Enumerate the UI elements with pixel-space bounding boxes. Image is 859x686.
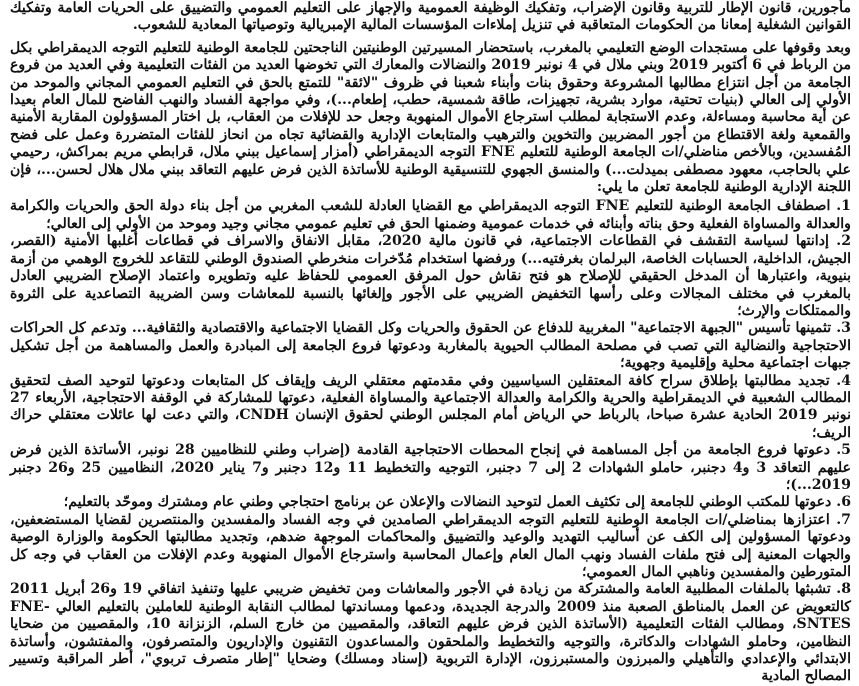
statement-item <box>10 512 851 582</box>
statement-item-number: 6. <box>836 494 851 511</box>
statement-item <box>10 320 851 372</box>
statement-item-number: 4. <box>836 372 851 389</box>
statement-list <box>10 198 851 685</box>
intro-paragraph: مأجورين، قانون الإطار للتربية وقانون الإضراب، وتفكيك الوظيفة العمومية والإجهاز على التعليم العمومي والتضييق على الحريات العامة وتفكيك القوانين الشغلية إمعانا من الحكومات المتعاقبة في تنزيل إملاءات المؤسسات المالية الإمبريالية وتوصياتها المعادية للشعوب. <box>10 0 851 34</box>
statement-item-number: 3. <box>836 320 851 337</box>
statement-item-number: 7. <box>836 511 851 528</box>
statement-item-text: اصطفاف الجامعة الوطنية للتعليم FNE التوجه الديمقراطي مع القضايا العادلة للشعب المغربي من أجل بناء دولة الحق والحريات والكرامة والعدالة والمساواة الفعلية وحق بناته وأبنائه في خدمات عمومية وضمنها الحق في تعليم عمومي مجاني وجيد وموحد من الأولي إلى العالي؛ <box>10 198 851 232</box>
statement-item-text: تشبثها بالملفات المطلبية العامة والمشتركة من زيادة في الأجور والمعاشات ومن تخفيض ضريبي عليها وتنفيذ اتفاقي 19 و26 أبريل 2011 كالتعويض عن العمل بالمناطق الصعبة منذ 2009 والدرجة الجديدة، ودعمها ومساندتها لمطالب النقابة الوطنية للعاملين بالتعليم العالي FNE-SNTES، ومطالب الفئات التعليمية (الأساتذة الذين فرض عليهم التعاقد، والمقصيين من خارج السلم، الزنزانة 10، والمقصيين من ضحايا النظامين، وحاملو الشهادات والدكاترة، والتوجيه والتخطيط والملحقون والمساعدون التقنيون والإداريون والمتصرفون، والمفتشون، وأساتذة الابتدائي والإعدادي والتأهيلي والمبرزون والمستبرزون، الإدارة التربوية (إسناد ومسلك) وضحايا "إطار متصرف تربوي"، أطر المراقبة وتسيير المصالح المادية <box>10 581 851 685</box>
statement-item-number: 5. <box>836 442 851 459</box>
statement-item <box>10 198 851 233</box>
statement-item-number: 8. <box>836 581 851 598</box>
statement-item <box>10 233 851 320</box>
statement-item-text: دعوتها فروع الجامعة من أجل المساهمة في إنجاح المحطات الاحتجاجية القادمة (إضراب وطني للنظاميين 28 نونبر، الأساتذة الذين فرض عليهم التعاقد 3 و4 دجنبر، حاملو الشهادات 2 إلى 7 دجنبر، التوجيه والتخطيط 11 و12 دجنبر و7 يناير 2020، النظاميين 25 و26 دجنبر 2019...)؛ <box>10 442 851 493</box>
statement-item <box>10 373 851 443</box>
statement-item-number: 1. <box>836 198 851 215</box>
statement-item <box>10 442 851 494</box>
statement-item-text: تثمينها تأسيس "الجبهة الاجتماعية" المغربية للدفاع عن الحقوق والحريات وكل القضايا الاجتماعية والاقتصادية والثقافية... وتدعم كل الحراكات الاحتجاجية والنضالية التي تصب في مصلحة المطالب الحيوية بالمغاربة ودعوتها فروع الجامعة إلى المبادرة والعمل والمساهمة من أجل تشكيل جبهات اجتماعية محلية وإقليمية وجهوية؛ <box>10 320 851 372</box>
statement-item-text: اعتزازها بمناضلي/ات الجامعة الوطنية للتعليم التوجه الديمقراطي الصامدين في وجه الفساد والمفسدين والمنتصرين لقضايا المستضعفين، ودعوتها المسؤولين إلى الكف عن أساليب التهديد والوعيد والتضييق والمحاكمات الموجهة ضدهم، وتجديد مطالبتها الحكومة والوزارة الوصية والجهات المعنية إلى فتح ملفات الفساد ونهب المال العام وإعمال المحاسبة واسترجاع الأموال المنهوبة وعدم الإفلات من العقاب في وجه كل المتورطين والمفسدين وناهبي المال العمومي؛ <box>10 511 851 580</box>
statement-item-text: إدانتها لسياسة التقشف في القطاعات الاجتماعية، في قانون مالية 2020، مقابل الانفاق والاسراف في قطاعات أغلبها الأمنية (القصر، الجيش، الداخلية، الحسابات الخاصة، البرلمان بغرفتيه...) ورفضها استخدام مُدّخرات منخرطي الصندوق الوطني للتقاعد للخروج الوهمي من أزمة بنيوية، واعتبارها أن المدخل الحقيقي للإصلاح هو فتح نقاش حول المرفق العمومي للحفاظ عليه وتطويره واعتماد الإصلاح الضريبي العادل بالمغرب في مختلف المجالات وعلى رأسها التخفيض الضريبي على الأجور وإلغائها بالنسبة للمعاشات وسن الضريبة التصاعدية على الثروة والممتلكات والإرث؛ <box>10 233 851 319</box>
statement-item-text: دعوتها للمكتب الوطني للجامعة إلى تكثيف العمل لتوحيد النضالات والإعلان عن برنامج احتجاجي وطني عام ومشترك وموحّد بالتعليم؛ <box>63 494 832 511</box>
context-paragraph: وبعد وقوفها على مستجدات الوضع التعليمي بالمغرب، باستحضار المسيرتين الوطنيتين الناجحتين للجامعة الوطنية للتعليم التوجه الديمقراطي بكل من الرباط في 6 أكتوبر 2019 وبني ملال في 4 نونبر 2019 والنضالات والمعارك التي تخوضها العديد من الفئات التعليمية وفي العديد من فروع الجامعة من أجل انتزاع مطالبها المشروعة وحقوق بنات وأبناء شعبنا في ظروف "لائقة" للتمتع بالحق في التعليم العمومي المجاني والموحد من الأولي إلى العالي (بنيات تحتية، موارد بشرية، تجهيزات، طاقة شمسية، حطب، إطعام...)، وفي مواجهة الفساد والنهب الفاضح للمال العام بعيدا عن أية محاسبة ومساءلة، وعدم الاستجابة لمطلب استرجاع الأموال المنهوبة وجعل حد للإفلات من العقاب، بل اختار المسؤولون المقاربة الأمنية والقمعية ولغة الاقتطاع من أجور المضربين والتخوين والترهيب والمتابعات الإدارية والقضائية تجاه من انحاز للفئات المتضررة وعمل على فضح المُفسدين، وبالأخص مناضلي/ات الجامعة الوطنية للتعليم FNE التوجه الديمقراطي (أمزار إسماعيل ببني ملال، قرابطي مريم بمراكش، رحيمي علي بالحاجب، معهود مصطفى بميدلت...) والمنسق الجهوي للتنسيقية الوطنية للأساتذة الذين فرض عليهم التعاقد ببني ملال هلال لحسن...، فإن اللجنة الإدارية الوطنية للجامعة تعلن ما يلي: <box>10 39 851 196</box>
statement-item <box>10 494 851 511</box>
statement-item-number: 2. <box>836 233 851 250</box>
statement-item-text: تجديد مطالبتها بإطلاق سراح كافة المعتقلين السياسيين وفي مقدمتهم معتقلي الريف وإيقاف كل المتابعات ودعوتها لتوحيد الصف لتحقيق المطالب الشعبية في الديمقراطية والحرية والكرامة والعدالة الاجتماعية والمساواة الفعلية، دعوتها للمشاركة في الوقفة الاحتجاجية، الأربعاء 27 نونبر 2019 الحادية عشرة صباحا، بالرباط حي الرياض أمام المجلس الوطني لحقوق الإنسان CNDH، والتي دعت لها عائلات معتقلي حراك الريف؛ <box>10 372 851 441</box>
statement-item <box>10 581 851 685</box>
